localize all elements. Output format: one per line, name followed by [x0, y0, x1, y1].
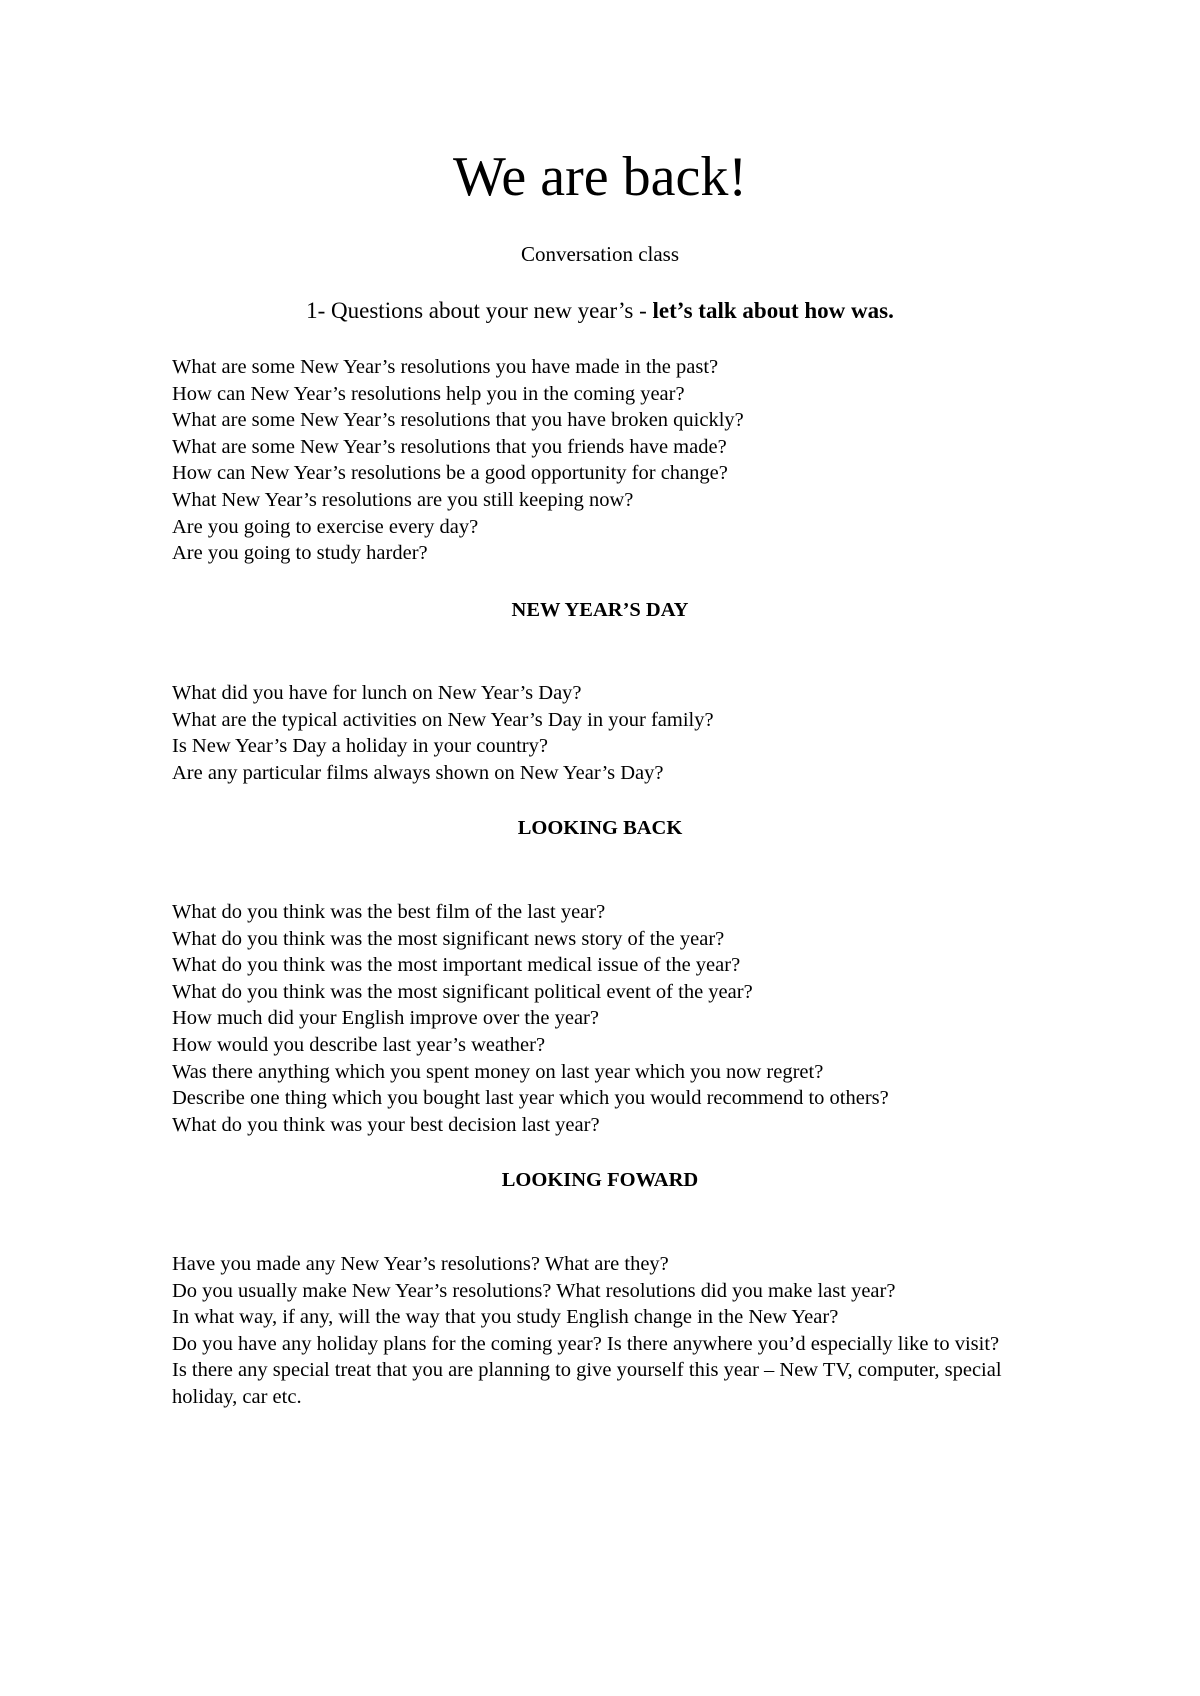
- question-item: Do you have any holiday plans for the coming year? Is there anywhere you’d especially like to visit?: [172, 1332, 1000, 1355]
- question-item: How much did your English improve over the year?: [172, 1007, 599, 1030]
- question-item: Are any particular films always shown on New Year’s Day?: [172, 761, 664, 784]
- section-heading-looking-forward: LOOKING FOWARD: [501, 1169, 699, 1191]
- question-item: Do you usually make New Year’s resolutions? What resolutions did you make last year?: [172, 1279, 896, 1302]
- question-item: What did you have for lunch on New Year’s Day?: [172, 682, 582, 704]
- question-item: What do you think was the most significant political event of the year?: [172, 980, 753, 1003]
- question-item: What are the typical activities on New Year’s Day in your family?: [172, 708, 714, 731]
- question-list-looking-back: [172, 899, 1052, 1138]
- question-item: Are you going to study harder?: [172, 542, 428, 565]
- question-item: What do you think was your best decision last year?: [172, 1113, 600, 1136]
- question-item: Describe one thing which you bought last year which you would recommend to others?: [172, 1087, 889, 1110]
- question-list-new-years-day: [172, 680, 1052, 786]
- document-subtitle: Conversation class: [520, 242, 680, 266]
- question-item: What do you think was the most important medical issue of the year?: [172, 954, 741, 977]
- question-item: Are you going to exercise every day?: [172, 515, 479, 538]
- question-item: How can New Year’s resolutions help you in the coming year?: [172, 382, 685, 405]
- document-title: We are back!: [453, 146, 747, 208]
- question-item: What do you think was the best film of the last year?: [172, 901, 606, 923]
- question-item: How can New Year’s resolutions be a good opportunity for change?: [172, 462, 728, 485]
- section-heading-new-years-day: NEW YEAR’S DAY: [511, 599, 689, 621]
- section-heading-new-year-questions: [0, 296, 1200, 326]
- question-item: What do you think was the most significant news story of the year?: [172, 927, 725, 950]
- section-heading-part-bold: let’s talk about how was.: [652, 298, 894, 323]
- question-item: What New Year’s resolutions are you still keeping now?: [172, 488, 634, 511]
- section-heading-looking-back: LOOKING BACK: [517, 817, 683, 839]
- question-item: What are some New Year’s resolutions that you friends have made?: [172, 435, 727, 458]
- question-list-resolutions: [172, 354, 1052, 567]
- question-item: What are some New Year’s resolutions you have made in the past?: [172, 356, 719, 378]
- question-item: Was there anything which you spent money on last year which you now regret?: [172, 1060, 824, 1083]
- question-item: How would you describe last year’s weather?: [172, 1033, 546, 1056]
- question-list-looking-forward: [172, 1251, 1052, 1411]
- question-item: Is there any special treat that you are planning to give yourself this year – New TV, computer, special holiday, car etc.: [172, 1359, 1002, 1408]
- question-item: Have you made any New Year’s resolutions? What are they?: [172, 1253, 669, 1275]
- section-heading-part-normal: 1- Questions about your new year’s -: [306, 298, 653, 323]
- question-item: In what way, if any, will the way that you study English change in the New Year?: [172, 1306, 839, 1329]
- question-item: What are some New Year’s resolutions that you have broken quickly?: [172, 409, 744, 432]
- question-item: Is New Year’s Day a holiday in your country?: [172, 735, 548, 758]
